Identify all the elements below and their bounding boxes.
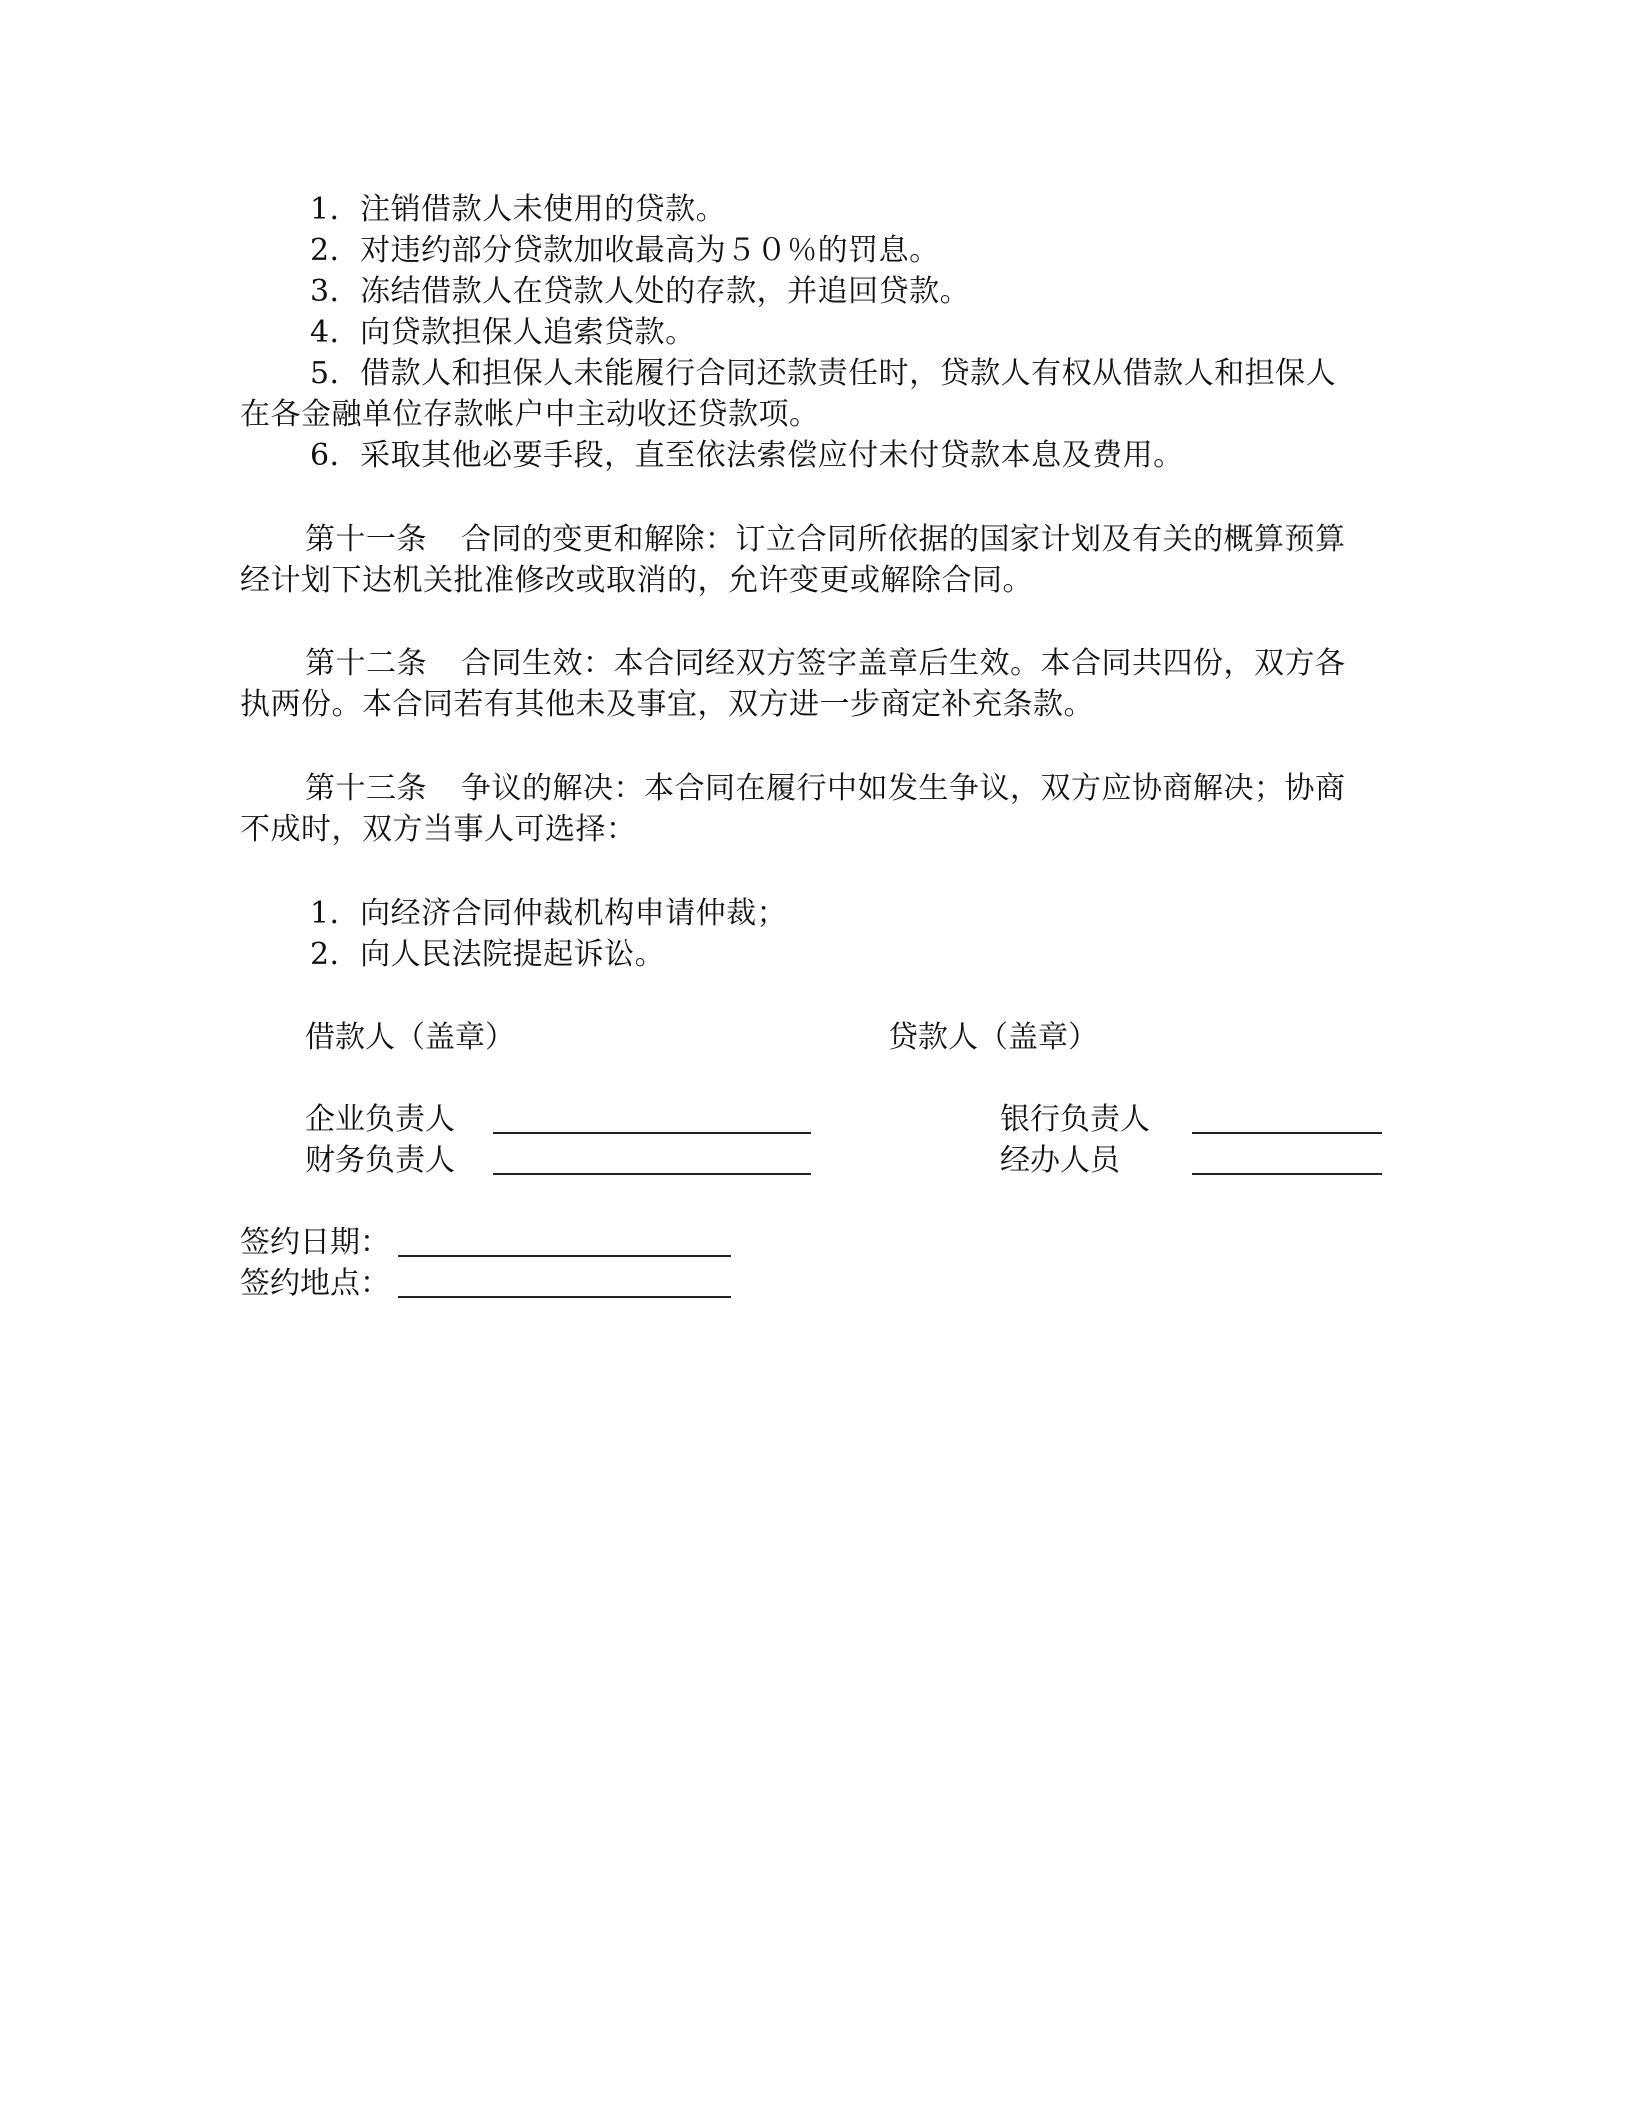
article-12-text-1: 合同生效：本合同经双方签字盖章后生效。本合同共四份，双方各 xyxy=(461,646,1346,681)
article-13-number: 第十三条 xyxy=(305,771,427,806)
handler-signature-line[interactable] xyxy=(1192,1173,1382,1175)
remedy-item-2: 2．对违约部分贷款加收最高为５０％的罚息。 xyxy=(310,233,940,268)
article-11-line-2: 经计划下达机关批准修改或取消的，允许变更或解除合同。 xyxy=(240,563,1033,598)
handler-label: 经办人员 xyxy=(1000,1143,1120,1178)
bank-head-signature-line[interactable] xyxy=(1192,1132,1382,1134)
article-11-line-1 xyxy=(305,520,1346,560)
article-11-number: 第十一条 xyxy=(305,522,427,557)
borrower-seal-label: 借款人（盖章） xyxy=(305,1020,515,1055)
dispute-option-1: 1．向经济合同仲裁机构申请仲裁； xyxy=(310,896,788,931)
article-12-line-2: 执两份。本合同若有其他未及事宜，双方进一步商定补充条款。 xyxy=(240,687,1094,722)
article-13-text-1: 争议的解决：本合同在履行中如发生争议，双方应协商解决；协商 xyxy=(461,771,1346,806)
remedy-item-5: 5．借款人和担保人未能履行合同还款责任时，贷款人有权从借款人和担保人 xyxy=(310,356,1337,391)
finance-head-signature-line[interactable] xyxy=(493,1173,811,1175)
sign-date-line[interactable] xyxy=(398,1255,731,1257)
article-11-text-1: 合同的变更和解除：订立合同所依据的国家计划及有关的概算预算 xyxy=(461,522,1346,557)
article-12-line-1 xyxy=(305,644,1346,684)
enterprise-head-signature-line[interactable] xyxy=(493,1132,811,1134)
lender-seal-label: 贷款人（盖章） xyxy=(888,1020,1098,1055)
finance-head-label: 财务负责人 xyxy=(305,1143,455,1178)
remedy-item-6: 6．采取其他必要手段，直至依法索偿应付未付贷款本息及费用。 xyxy=(310,438,1184,473)
enterprise-head-label: 企业负责人 xyxy=(305,1102,455,1137)
sign-place-line[interactable] xyxy=(398,1296,731,1298)
article-13-line-1 xyxy=(305,769,1346,809)
article-13-line-2: 不成时，双方当事人可选择： xyxy=(240,812,637,847)
bank-head-label: 银行负责人 xyxy=(1000,1102,1150,1137)
remedy-item-1: 1．注销借款人未使用的贷款。 xyxy=(310,192,727,227)
dispute-option-2: 2．向人民法院提起诉讼。 xyxy=(310,937,666,972)
remedy-item-5-continued: 在各金融单位存款帐户中主动收还贷款项。 xyxy=(240,397,820,432)
remedy-item-4: 4．向贷款担保人追索贷款。 xyxy=(310,315,696,350)
sign-place-label: 签约地点： xyxy=(240,1266,390,1301)
sign-date-label: 签约日期： xyxy=(240,1225,390,1260)
article-12-number: 第十二条 xyxy=(305,646,427,681)
remedy-item-3: 3．冻结借款人在贷款人处的存款，并追回贷款。 xyxy=(310,274,971,309)
